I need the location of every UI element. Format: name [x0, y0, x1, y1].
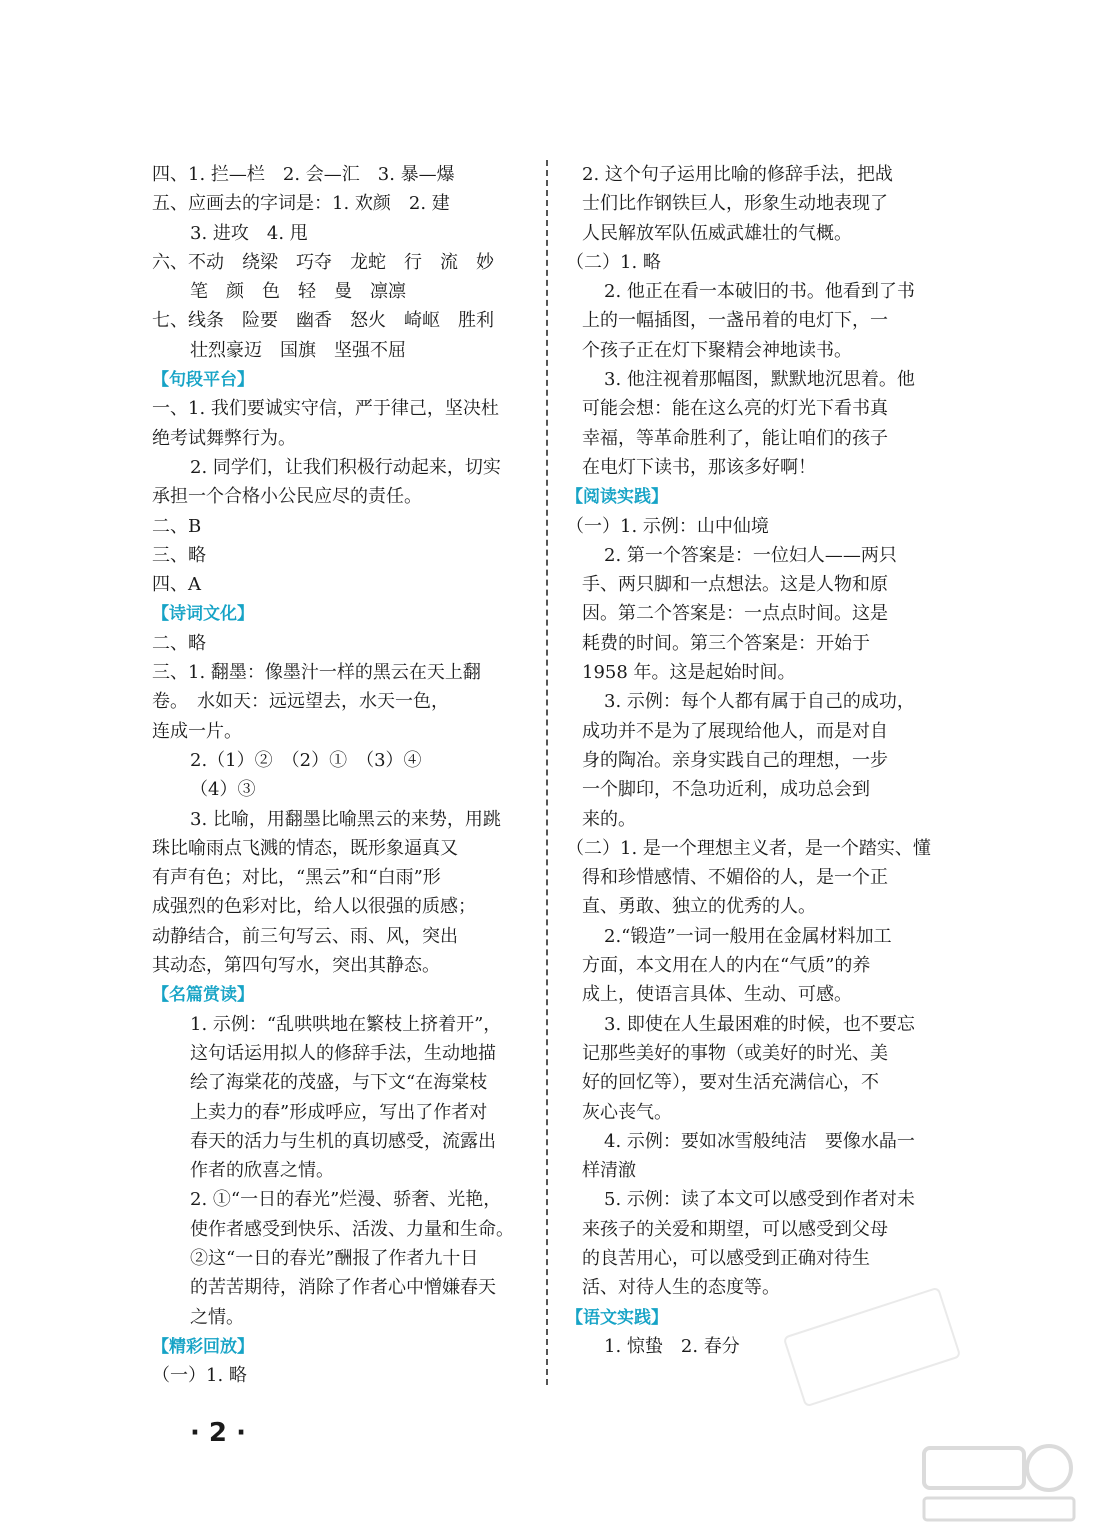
section-heading-label: 【语文实践】: [566, 1307, 668, 1328]
answer-line: 这句话运用拟人的修辞手法，生动地描: [190, 1042, 496, 1064]
answer-line: 绝考试舞弊行为。: [152, 427, 296, 449]
watermark-logo: [914, 1430, 1084, 1530]
answer-line: 2.（1）② （2）① （3）④: [190, 749, 422, 771]
answer-line: 卷。 水如天：远远望去，水天一色，: [152, 691, 449, 713]
answer-line: 士们比作钢铁巨人，形象生动地表现了: [582, 193, 888, 215]
answer-line: 直、勇敢、独立的优秀的人。: [582, 896, 816, 918]
answer-line: 二、B: [152, 515, 202, 537]
answer-line: 来孩子的关爱和期望，可以感受到父母: [582, 1218, 888, 1240]
section-heading-label: 【句段平台】: [152, 370, 254, 391]
section-heading-label: 【诗词文化】: [152, 604, 254, 625]
answer-line: 一、1. 我们要诚实守信，严于律己，坚决杜: [152, 398, 499, 420]
answer-line: ②这“一日的春光”酬报了作者九十日: [190, 1247, 479, 1269]
section-heading-label: 【名篇赏读】: [152, 985, 254, 1006]
answer-line: 成功并不是为了展现给他人，而是对自: [582, 720, 888, 742]
answer-line: 2. 他正在看一本破旧的书。他看到了书: [604, 281, 915, 303]
answer-line: 来的。: [582, 808, 636, 830]
section-heading: [152, 980, 532, 1009]
answer-line: 绘了海棠花的茂盛，与下文“在海棠枝: [190, 1072, 488, 1094]
answer-line: 2. ①“一日的春光”烂漫、骄奢、光艳，: [190, 1189, 502, 1211]
answer-line: 壮烈豪迈 国旗 坚强不屈: [190, 339, 406, 361]
answer-line: 二、略: [152, 632, 206, 654]
answer-line: 承担一个合格小公民应尽的责任。: [152, 486, 422, 508]
answer-line: 三、略: [152, 544, 206, 566]
answer-line: 一个脚印，不急功近利，成功总会到: [582, 779, 870, 801]
answer-line: （4）③: [190, 779, 256, 801]
section-heading-label: 【精彩回放】: [152, 1336, 254, 1357]
answer-line: 人民解放军队伍威武雄壮的气概。: [582, 222, 852, 244]
answer-line: 得和珍惜感情、不媚俗的人，是一个正: [582, 867, 888, 889]
answer-line: 活、对待人生的态度等。: [582, 1277, 780, 1299]
answer-line: 个孩子正在灯下聚精会神地读书。: [582, 339, 852, 361]
answer-line: 1. 示例：“乱哄哄地在繁枝上挤着开”，: [190, 1013, 502, 1035]
answer-line: 4. 示例：要如冰雪般纯洁 要像水晶一: [604, 1130, 915, 1152]
right-column: [566, 160, 950, 1361]
answer-line: 七、线条 险要 幽香 怒火 崎岖 胜利: [152, 310, 494, 332]
section-heading-label: 【阅读实践】: [566, 487, 668, 508]
answer-line: 手、两只脚和一点想法。这是人物和原: [582, 574, 888, 596]
answer-line: 三、1. 翻墨：像墨汁一样的黑云在天上翻: [152, 662, 481, 684]
answer-line: 3. 比喻，用翻墨比喻黑云的来势，用跳: [190, 808, 501, 830]
answer-line: 3. 进攻 4. 甩: [190, 222, 308, 244]
section-heading: [566, 482, 950, 511]
answer-line: 四、1. 拦—栏 2. 会—汇 3. 暴—爆: [152, 164, 455, 185]
answer-line: 在电灯下读书，那该多好啊！: [582, 456, 816, 478]
answer-line: 3. 即使在人生最困难的时候，也不要忘: [604, 1013, 915, 1035]
answer-line: 有声有色；对比，“黑云”和“白雨”形: [152, 867, 441, 889]
answer-line: 身的陶冶。亲身实践自己的理想，一步: [582, 749, 888, 771]
answer-line: 动静结合，前三句写云、雨、风，突出: [152, 925, 458, 947]
answer-line: 上卖力的春”形成呼应，写出了作者对: [190, 1101, 488, 1123]
answer-line: 灰心丧气。: [582, 1101, 672, 1123]
answer-line: （二）1. 是一个理想主义者，是一个踏实、懂: [566, 837, 931, 859]
answer-line: 3. 他注视着那幅图，默默地沉思着。他: [604, 369, 915, 391]
answer-line: 的良苦用心，可以感受到正确对待生: [582, 1247, 870, 1269]
answer-line: 2. 这个句子运用比喻的修辞手法，把战: [582, 164, 893, 185]
answer-line: 因。第二个答案是：一点点时间。这是: [582, 603, 888, 625]
answer-line: 成上，使语言具体、生动、可感。: [582, 984, 852, 1006]
left-column: [152, 160, 532, 1390]
answer-line: 其动态，第四句写水，突出其静态。: [152, 955, 440, 977]
answer-line: （一）1. 略: [152, 1365, 247, 1387]
section-heading: [152, 1332, 532, 1361]
answer-line: 2. 第一个答案是：一位妇人——两只: [604, 544, 897, 566]
answer-line: 作者的欣喜之情。: [190, 1160, 334, 1182]
section-heading: [152, 599, 532, 628]
answer-line: 四、A: [152, 574, 201, 596]
column-divider: [546, 160, 548, 1385]
page-number: · 2 ·: [190, 1418, 246, 1448]
answer-line: 2.“锻造”一词一般用在金属材料加工: [604, 925, 892, 947]
answer-line: 1. 惊蛰 2. 春分: [604, 1335, 740, 1357]
answer-line: 方面，本文用在人的内在“气质”的养: [582, 955, 871, 977]
answer-line: 珠比喻雨点飞溅的情态，既形象逼真又: [152, 837, 458, 859]
answer-line: 5. 示例：读了本文可以感受到作者对未: [604, 1189, 915, 1211]
answer-line: 记那些美好的事物（或美好的时光、美: [582, 1042, 888, 1064]
answer-line: 可能会想：能在这么亮的灯光下看书真: [582, 398, 888, 420]
answer-line: 的苦苦期待，消除了作者心中憎嫌春天: [190, 1277, 496, 1299]
answer-line: 幸福，等革命胜利了，能让咱们的孩子: [582, 427, 888, 449]
section-heading: [152, 365, 532, 394]
answer-line: 春天的活力与生机的真切感受，流露出: [190, 1130, 496, 1152]
answer-line: 耗费的时间。第三个答案是：开始于: [582, 632, 870, 654]
answer-line: 成强烈的色彩对比，给人以很强的质感；: [152, 896, 476, 918]
answer-line: 上的一幅插图，一盏吊着的电灯下，一: [582, 310, 888, 332]
answer-line: 之情。: [190, 1306, 244, 1328]
answer-line: 好的回忆等），要对生活充满信心，不: [582, 1072, 879, 1094]
answer-line: 样清澈: [582, 1160, 636, 1182]
answer-line: 2. 同学们，让我们积极行动起来，切实: [190, 456, 501, 478]
answer-line: 连成一片。: [152, 720, 242, 742]
answer-line: 使作者感受到快乐、活泼、力量和生命。: [190, 1218, 514, 1240]
answer-line: 五、应画去的字词是：1. 欢颜 2. 建: [152, 193, 450, 215]
answer-line: 3. 示例：每个人都有属于自己的成功，: [604, 691, 915, 713]
answer-line: （一）1. 示例：山中仙境: [566, 515, 769, 537]
answer-line: （二）1. 略: [566, 251, 661, 273]
answer-line: 六、不动 绕梁 巧夺 龙蛇 行 流 妙: [152, 251, 494, 273]
answer-line: 笔 颜 色 轻 曼 凛凛: [190, 281, 406, 303]
answer-line: 1958 年。这是起始时间。: [582, 662, 796, 684]
